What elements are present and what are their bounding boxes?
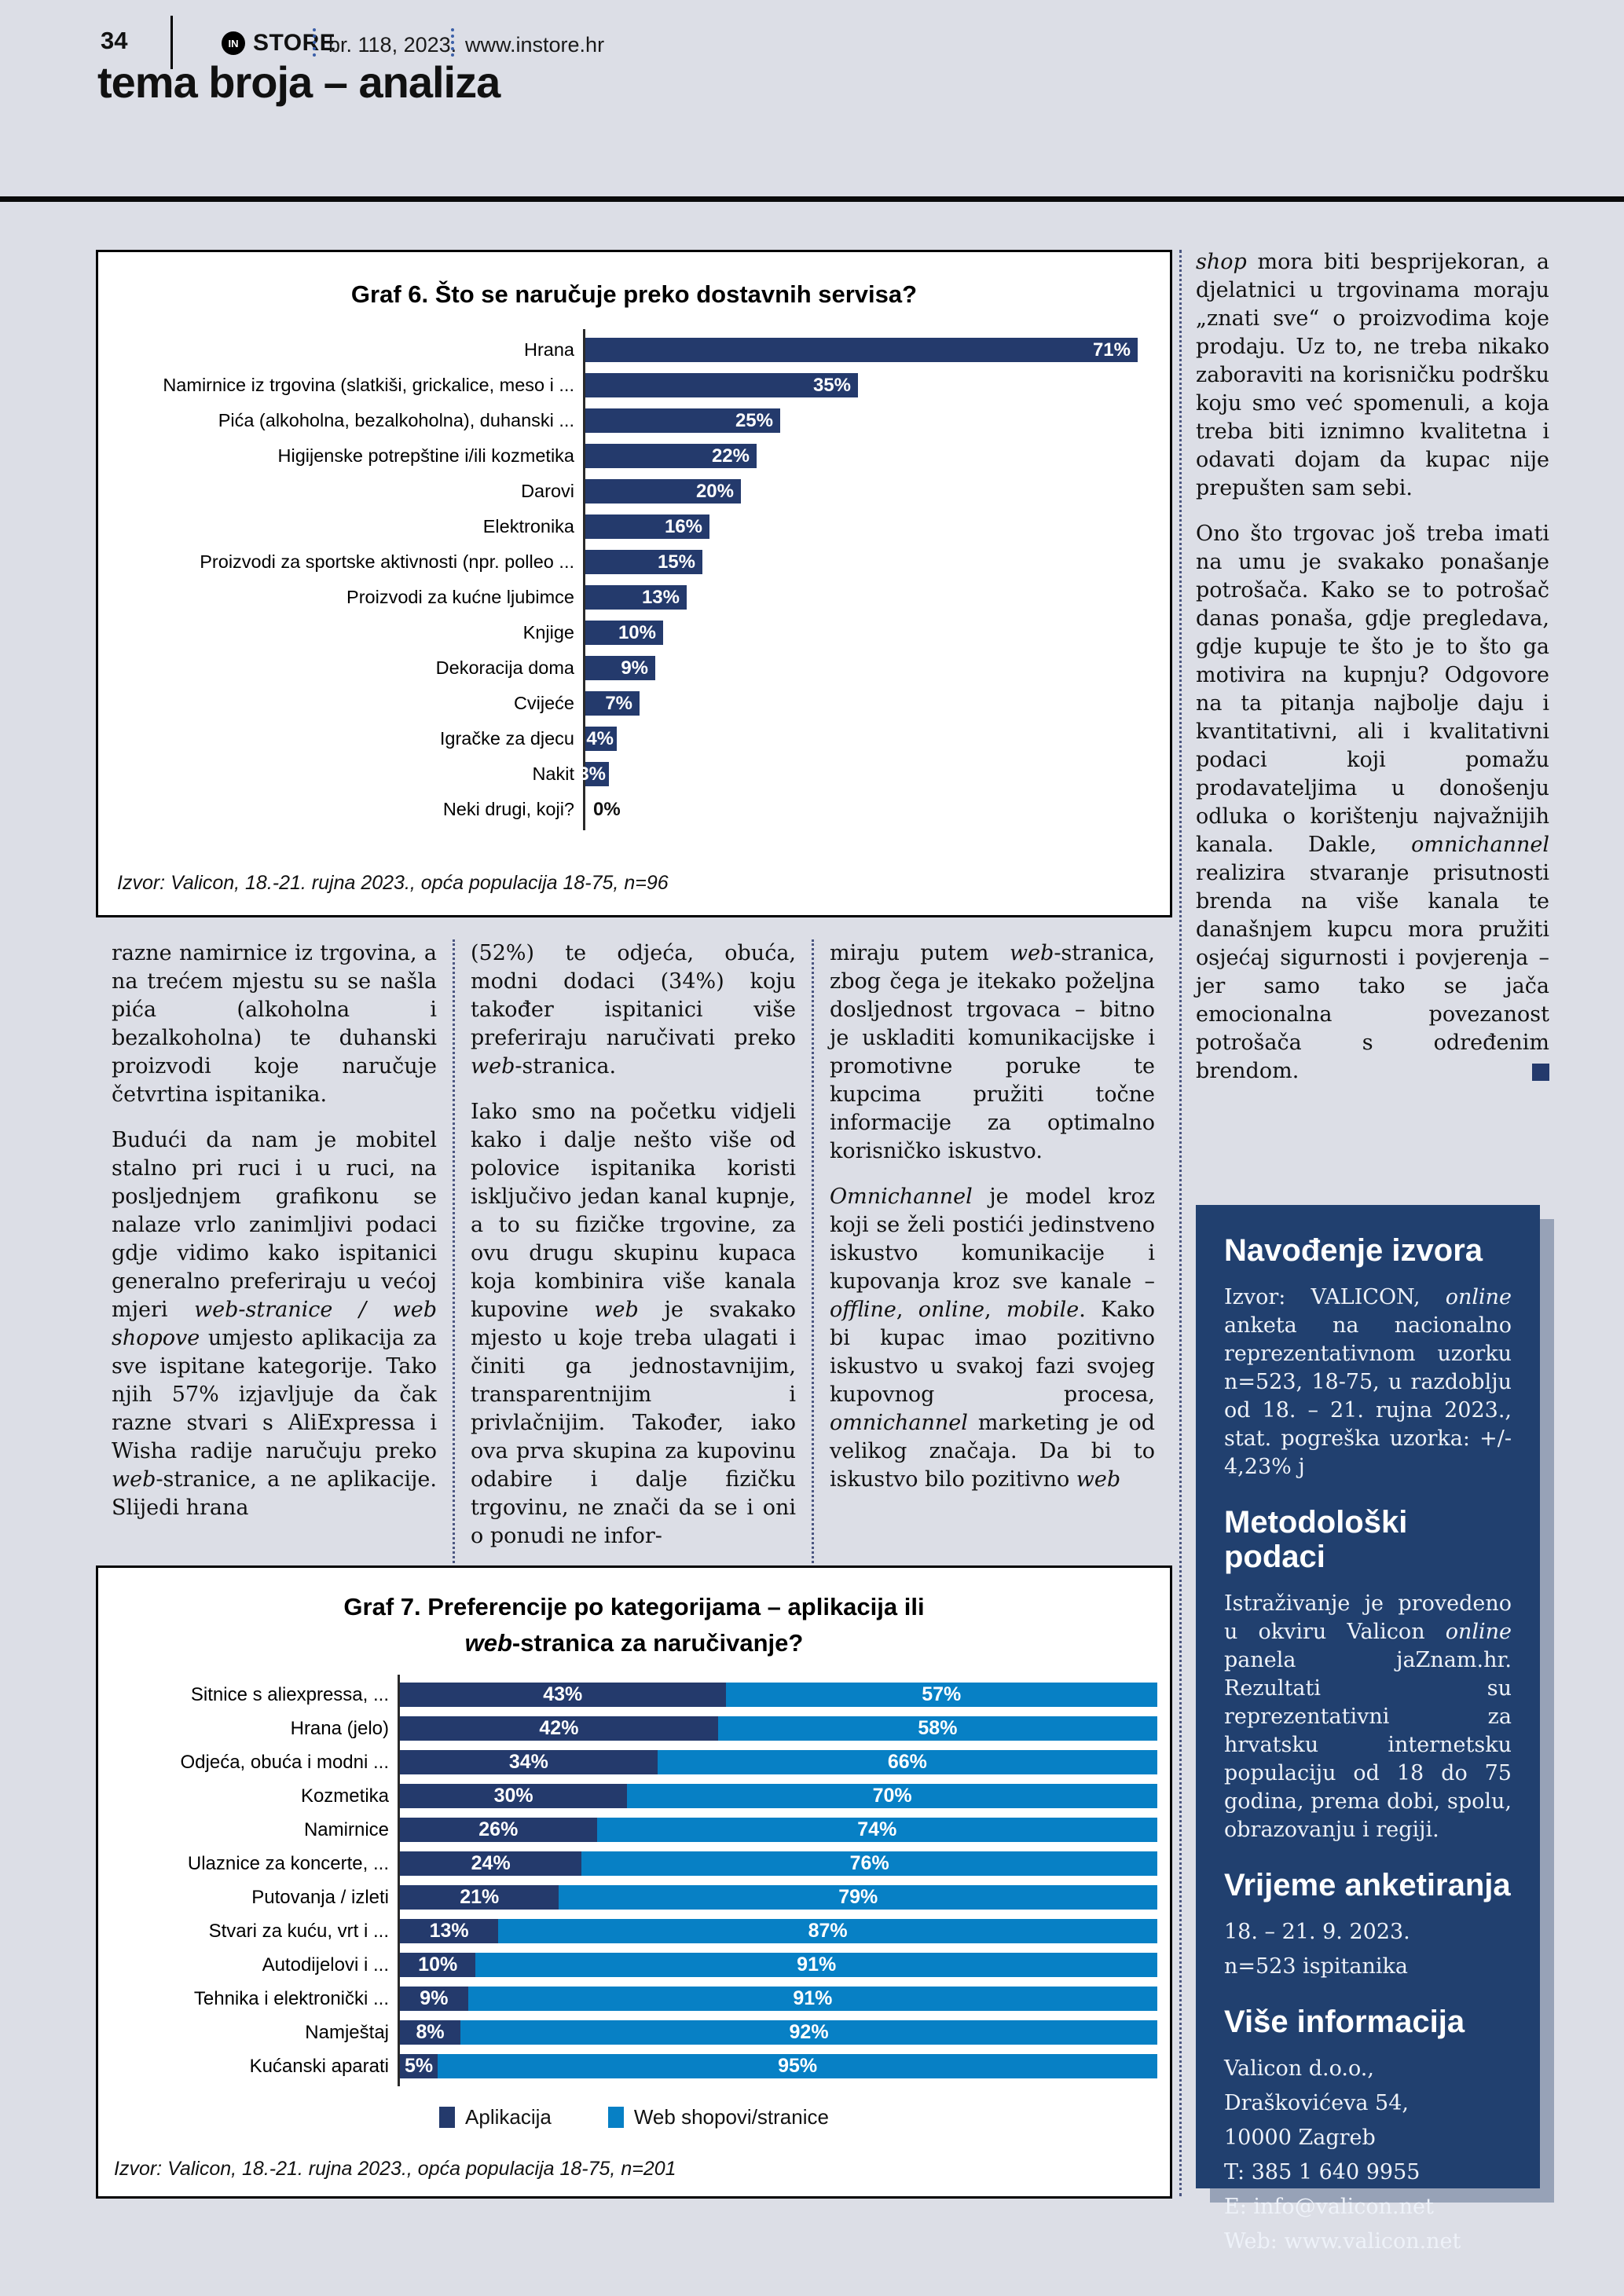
chart-row [119,509,1146,544]
value-label: 4% [586,727,614,749]
segment-aplikacija [400,1885,559,1910]
article-columns [96,939,1171,1563]
bar [585,338,1138,362]
issue-number: br. 118, 2023. [328,33,457,57]
bar [585,514,709,539]
paragraph: miraju putem web-stranica, zbog čega je itekako poželjna dosljednost trgovaca – bitno je uskladiti komunikacijske i promotivne poruke te kupcima pružiti točne informacije za optimalno korisničko iskustvo. [830,941,1155,1163]
value-label: 26% [478,1818,519,1840]
infobox-heading: Metodološki podaci [1224,1505,1408,1574]
category-label: Elektronika [482,516,574,536]
bar-track [578,762,1146,786]
bar-track [585,444,1146,468]
stacked-bar [400,1683,1157,1707]
bar-track [585,479,1146,504]
segment-aplikacija [400,1784,627,1808]
segment-web-shop [438,2054,1157,2078]
instore-logo [222,30,335,57]
chart-row [119,2016,1157,2049]
value-label: 21% [460,1886,500,1908]
category-label: Neki drugi, koji? [442,799,574,819]
bar [585,373,858,397]
value-label: 7% [605,692,632,714]
paragraph: 10000 Zagreb [1224,2126,1376,2150]
header-dotted-separator [313,28,316,57]
segment-web-shop [597,1818,1157,1842]
article-end-mark [1532,1064,1549,1081]
category-label: Namirnice iz trgovina (slatkiši, grickalice, meso i ... [163,375,574,395]
infobox-section [1224,1505,1512,1844]
stacked-bar [400,1750,1157,1774]
bar-track [585,656,1146,680]
value-label: 87% [808,1920,848,1942]
stacked-bar [400,1987,1157,2011]
value-label: 91% [793,1987,833,2009]
chart-row [119,438,1146,474]
legend-swatch-icon [608,2107,624,2128]
segment-web-shop [498,1919,1157,1943]
stacked-bar [400,1784,1157,1808]
value-label: 30% [493,1785,533,1807]
value-label: 25% [735,409,773,431]
logo-text: STORE [253,30,336,56]
value-label: 57% [922,1683,962,1705]
paragraph: shop mora biti besprijekoran, a djelatnici u trgovinama moraju „znati sve“ o proizvodima koje prodaju. Uz to, ne treba nikako zaboraviti na korisničku podršku koju smo već spomenuli, a koja treba biti iznimno kvalitetna i odavati dojam da kupac nije prepušten sam sebi. [1196,250,1549,500]
infobox-section [1224,1233,1512,1481]
bar-track [585,373,1146,397]
chart-row [119,332,1146,368]
bar [585,656,655,680]
paragraph: Ono što trgovac još treba imati na umu je svakako ponašanje potrošača. Kako se to potrošač danas ponaša, gdje pregledava, gdje kupuje te što je to što ga motivira na kupnju? Odgovore na ta pitanja najbolje daju i kvantitativni, ali i kvalitativni podaci koji pomažu prodavateljima u donošenju odluka o korištenju najvažnijih kanala. Dakle, omnichannel realizira stvaranje prisutnosti brenda na više kanala te današnjem kupcu mora pružiti osjećaj sigurnosti i povjerenja – jer samo tako se jača emocionalna povezanost potrošača s određenim brendom. [1196,522,1549,1083]
stacked-bar [400,1818,1157,1842]
category-label: Autodijelovi i ... [262,1954,389,1976]
chart-row [119,544,1146,580]
value-label: 43% [543,1683,583,1705]
paragraph: Draškovićeva 54, [1224,2091,1409,2115]
category-label: Dekoracija doma [435,657,574,678]
stacked-bar [400,2054,1157,2078]
category-label: Namirnice [303,1818,389,1840]
page-number: 34 [101,27,128,54]
chart-row [119,1847,1157,1880]
segment-aplikacija [400,1953,475,1977]
segment-web-shop [468,1987,1157,2011]
stacked-bar [400,1885,1157,1910]
segment-web-shop [475,1953,1157,1977]
paragraph: Web: www.valicon.net [1224,2229,1461,2254]
website-url: www.instore.hr [465,33,605,57]
segment-aplikacija [400,1683,726,1707]
chart-graf6 [96,250,1172,917]
bar-track [585,514,1146,539]
chart-axis [583,329,585,830]
section-rule [0,196,1624,202]
stacked-bar [400,1851,1157,1876]
category-label: Proizvodi za sportske aktivnosti (npr. polleo ... [200,551,574,572]
paragraph: razne namirnice iz trgovina, a na trećem mjestu su se našla pića (alkoholna i bezalkoholna) te duhanski proizvodi koje naručuje četvrtina ispitanika. [112,941,437,1107]
bar [578,762,609,786]
chart-row [119,1712,1157,1745]
chart-row [119,368,1146,403]
stacked-bar [400,1953,1157,1977]
chart-row [119,403,1146,438]
segment-web-shop [559,1885,1157,1910]
infobox-heading: Vrijeme anketiranja [1224,1868,1511,1902]
paragraph: E: info@valicon.net [1224,2195,1434,2219]
value-label: 13% [641,586,680,608]
paragraph: Valicon d.o.o., [1224,2056,1374,2081]
methodology-infobox [1196,1205,1540,2254]
paragraph: Iako smo na početku vidjeli kako i dalje nešto više od polovice ispitanika koristi isključivo jedan kanal kupnje, a to su fizičke trgovine, za ovu drugu skupinu kupaca koja kombinira više kanala kupovine web je svakako mjesto u koje treba ulagati i činiti ga jednostavnijim, transparentnijim i privlačnijim. Također, iako ova prva skupina za kupovinu odabire i dalje fizičku trgovinu, ne znači da se i oni o ponudi ne infor- [471,1100,796,1548]
segment-aplikacija [400,1919,498,1943]
chart-row [119,1745,1157,1779]
value-label: 0% [593,798,621,820]
value-label: 66% [887,1751,927,1773]
value-label: 79% [838,1886,878,1908]
value-label: 5% [405,2055,434,2077]
value-label: 10% [618,621,656,643]
article-column-1 [96,939,453,1563]
chart-row [119,792,1146,827]
chart-row [119,615,1146,650]
category-label: Cvijeće [513,693,574,713]
category-label: Odjeća, obuća i modni ... [180,1751,389,1773]
paragraph: n=523 ispitanika [1224,1954,1408,1979]
section-title: tema broja – analiza [97,57,500,107]
value-label: 20% [695,480,734,502]
value-label: 95% [778,2055,818,2077]
paragraph: Istraživanje je provedeno u okviru Valicon online panela jaZnam.hr. Rezultati su reprezentativni za hrvatsku internetsku populaciju od 18 do 75 godina, prema dobi, spolu, obrazovanju i regiji. [1224,1591,1512,1842]
segment-aplikacija [400,1987,468,2011]
category-label: Stvari za kuću, vrt i ... [208,1920,389,1942]
chart-title-line1: Graf 7. Preferencije po kategorijama – aplikacija ili [343,1593,925,1620]
stacked-bar-chart [119,1678,1157,2083]
value-label: 71% [1092,339,1131,361]
chart-row [119,1982,1157,2016]
value-label: 42% [539,1717,579,1739]
category-label: Pića (alkoholna, bezalkoholna), duhanski ... [218,410,574,430]
segment-aplikacija [400,2054,438,2078]
chart-row [119,721,1146,756]
chart-row [119,1813,1157,1847]
value-label: 76% [849,1852,889,1874]
column-dotted-separator [1179,250,1182,2196]
category-label: Kozmetika [300,1785,389,1807]
segment-web-shop [581,1851,1157,1876]
segment-aplikacija [400,2020,460,2045]
instore-circle-icon: IN [222,31,245,55]
segment-aplikacija [400,1818,597,1842]
infobox-section [1224,1868,1512,1981]
value-label: 24% [471,1852,511,1874]
chart-title: Graf 6. Što se naručuje preko dostavnih servisa? [350,280,918,308]
legend-item [439,2105,552,2129]
paragraph: 18. – 21. 9. 2023. [1224,1920,1410,1944]
chart-source: Izvor: Valicon, 18.-21. rujna 2023., opća populacija 18-75, n=96 [117,872,669,894]
category-label: Putovanja / izleti [251,1886,389,1908]
bar [585,691,640,716]
chart-row [119,1678,1157,1712]
value-label: 34% [508,1751,548,1773]
chart-row [119,650,1146,686]
segment-web-shop [718,1716,1157,1741]
value-label: 9% [420,1987,449,2009]
chart-row [119,1914,1157,1948]
value-label: 22% [711,445,750,467]
legend-label: Aplikacija [465,2105,552,2129]
bar [585,585,687,610]
paragraph: (52%) te odjeća, obuća, modni dodaci (34%) koju također ispitanici više preferiraju naručivati preko web-stranica. [471,941,796,1078]
category-label: Igračke za djecu [439,728,574,749]
stacked-bar [400,1716,1157,1741]
chart-axis [398,1675,400,2086]
chart-row [119,2049,1157,2083]
bar-chart [119,332,1146,827]
value-label: 13% [429,1920,469,1942]
category-label: Ulaznice za koncerte, ... [187,1852,389,1874]
bar-track [585,797,1146,822]
chart-legend [98,2105,1170,2129]
bar-track [585,550,1146,574]
chart-source: Izvor: Valicon, 18.-21. rujna 2023., opća populacija 18-75, n=201 [114,2158,676,2180]
segment-web-shop [726,1683,1157,1707]
chart-title-line2: web-stranica za naručivanje? [464,1629,804,1657]
segment-aplikacija [400,1851,581,1876]
paragraph: Izvor: VALICON, online anketa na nacionalno reprezentativnom uzorku n=523, 18-75, u razdoblju od 18. – 21. rujna 2023., stat. pogreška uzorka: +/- 4,23% j [1224,1285,1512,1479]
bar-track [585,727,1146,751]
category-label: Darovi [521,481,574,501]
bar-track [585,585,1146,610]
segment-web-shop [460,2020,1157,2045]
segment-aplikacija [400,1750,658,1774]
chart-row [119,686,1146,721]
stacked-bar [400,2020,1157,2045]
bar-track [585,338,1146,362]
value-label: 70% [872,1785,912,1807]
value-label: 92% [789,2021,829,2043]
category-label: Namještaj [305,2021,389,2043]
legend-label: Web shopovi/stranice [633,2105,829,2129]
bar-track [585,621,1146,645]
category-label: Hrana [523,339,574,360]
category-label: Higijenske potrepštine i/ili kozmetika [277,445,574,466]
chart-row [119,1880,1157,1914]
bar [585,479,741,504]
category-label: Proizvodi za kućne ljubimce [346,587,574,607]
paragraph: Budući da nam je mobitel stalno pri ruci i u ruci, na posljednjem grafikonu se nalaze vrlo zanimljivi podaci gdje vidimo kako ispitanici generalno preferiraju u većoj mjeri web-stranice / web shopove umjesto aplikacija za sve ispitane kategorije. Tako njih 57% izjavljuje da čak razne stvari s AliExpressa i Wisha radije naručuju preko web-stranice, a ne aplikacije. Slijedi hrana [112,1128,437,1520]
bar-track [585,691,1146,716]
chart-row [119,474,1146,509]
category-label: Hrana (jelo) [290,1717,389,1739]
value-label: 3% [578,763,606,785]
value-label: 91% [797,1954,837,1976]
article-column-3 [812,939,1171,1563]
bar [585,550,702,574]
legend-item [608,2105,829,2129]
legend-swatch-icon [439,2107,455,2128]
bar [585,621,663,645]
segment-web-shop [627,1784,1157,1808]
value-label: 9% [621,657,648,679]
value-label: 58% [918,1717,958,1739]
category-label: Kućanski aparati [249,2055,389,2077]
value-label: 74% [857,1818,897,1840]
chart-row [119,756,1146,792]
category-label: Tehnika i elektronički ... [193,1987,389,2009]
paragraph: Omnichannel je model kroz koji se želi postići jedinstveno iskustvo komunikacije i kupovanja kroz sve kanale – offline, online, mobile. Kako bi kupac imao pozitivno iskustvo u svakoj fazi svojeg kupovnog procesa, omnichannel marketing je od velikog značaja. Da bi to iskustvo bilo pozitivno web [830,1185,1155,1492]
infobox-section [1224,2005,1512,2256]
category-label: Nakit [532,764,574,784]
infobox-heading: Navođenje izvora [1224,1233,1483,1268]
bar [585,408,780,433]
chart-row [119,1948,1157,1982]
category-label: Knjige [522,622,574,643]
bar-track [585,408,1146,433]
bar [585,444,757,468]
category-label: Sitnice s aliexpressa, ... [190,1683,389,1705]
value-label: 35% [812,374,851,396]
value-label: 15% [657,551,695,573]
infobox-heading: Više informacija [1224,2005,1465,2039]
value-label: 16% [664,515,702,537]
sidebar-article-text [1196,248,1549,1188]
header-dotted-separator [451,28,454,57]
chart-row [119,580,1146,615]
segment-web-shop [658,1750,1157,1774]
chart-row [119,1779,1157,1813]
stacked-bar [400,1919,1157,1943]
article-column-2 [453,939,812,1563]
bar [585,727,617,751]
segment-aplikacija [400,1716,718,1741]
value-label: 10% [418,1954,458,1976]
paragraph: T: 385 1 640 9955 [1224,2160,1421,2184]
chart-graf7 [96,1565,1172,2199]
value-label: 8% [416,2021,445,2043]
